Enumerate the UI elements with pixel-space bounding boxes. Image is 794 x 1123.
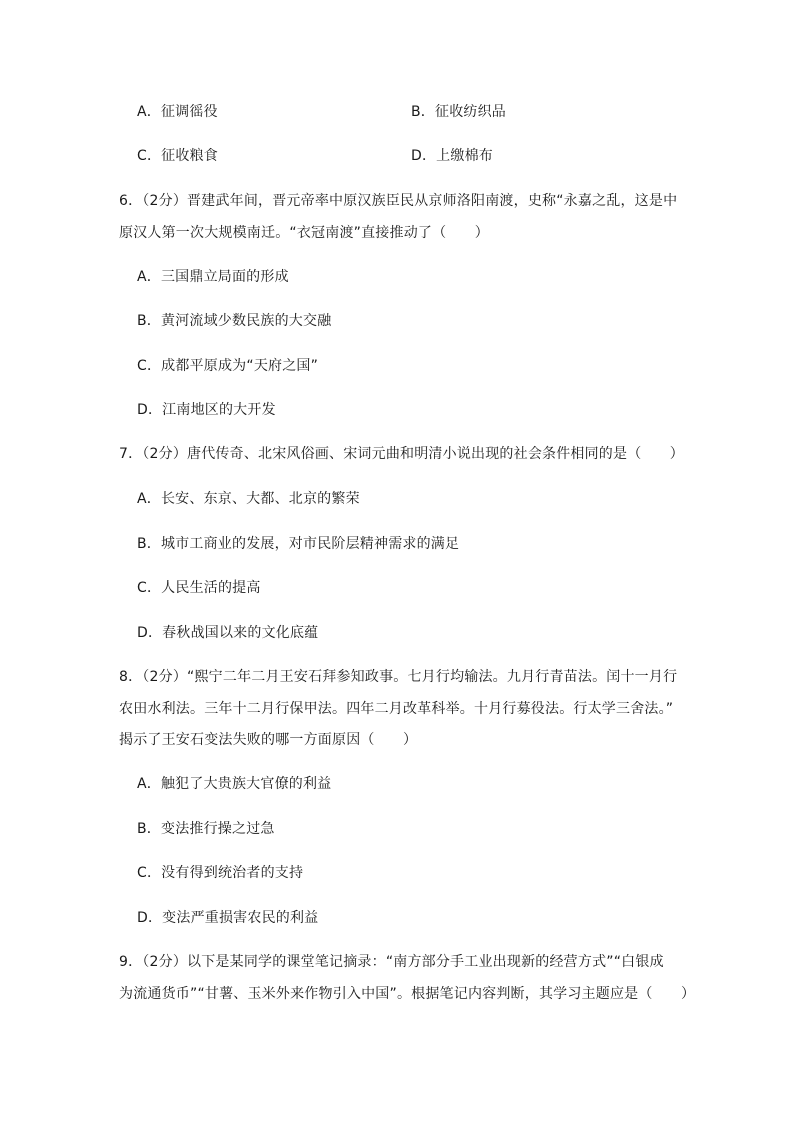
q6-stem-line-1: 6．（2分）晋建武年间，晋元帝率中原汉族臣民从京师洛阳南渡，史称“永嘉之乱，这是中: [119, 193, 678, 209]
q5-option-d: D．上缴棉布: [411, 148, 493, 164]
q5-option-c: C．征收粮食: [137, 148, 218, 164]
q5-option-b: B．征收纺织品: [411, 104, 507, 120]
q6-option-b: B．黄河流域少数民族的大交融: [137, 313, 332, 329]
q7-option-d: D．春秋战国以来的文化底蕴: [137, 625, 319, 641]
q9-stem-line-1: 9．（2分）以下是某同学的课堂笔记摘录：“南方部分手工业出现新的经营方式”“白银成: [119, 954, 664, 970]
q6-stem-line-2: 原汉人第一次大规模南迁。“衣冠南渡”直接推动了（ ）: [119, 225, 489, 241]
q9-stem-line-2: 为流通货币”“甘薯、玉米外来作物引入中国”。根据笔记内容判断，其学习主题应是（ ）: [119, 986, 696, 1002]
q8-option-d: D．变法严重损害农民的利益: [137, 910, 319, 926]
q6-option-c: C．成都平原成为“天府之国”: [137, 358, 319, 374]
q5-option-a: A．征调徭役: [137, 104, 218, 120]
q7-option-c: C．人民生活的提高: [137, 580, 261, 596]
q8-stem-line-3: 揭示了王安石变法失败的哪一方面原因（ ）: [119, 732, 418, 748]
q8-stem-line-2: 农田水利法。三年十二月行保甲法。四年二月改革科举。十月行募役法。行太学三舍法。”: [119, 701, 674, 717]
q8-option-a: A．触犯了大贵族大官僚的利益: [137, 776, 332, 792]
q6-option-a: A．三国鼎立局面的形成: [137, 269, 289, 285]
q7-option-a: A．长安、东京、大都、北京的繁荣: [137, 491, 360, 507]
q7-option-b: B．城市工商业的发展，对市民阶层精神需求的满足: [137, 536, 460, 552]
q7-stem-line-1: 7．（2分）唐代传奇、北宋风俗画、宋词元曲和明清小说出现的社会条件相同的是（ ）: [119, 446, 685, 462]
q8-option-b: B．变法推行操之过急: [137, 821, 275, 837]
q6-option-d: D．江南地区的大开发: [137, 402, 276, 418]
q8-option-c: C．没有得到统治者的支持: [137, 865, 304, 881]
q8-stem-line-1: 8．（2分）“熙宁二年二月王安石拜参知政事。七月行均输法。九月行青苗法。闰十一月行: [119, 669, 678, 685]
